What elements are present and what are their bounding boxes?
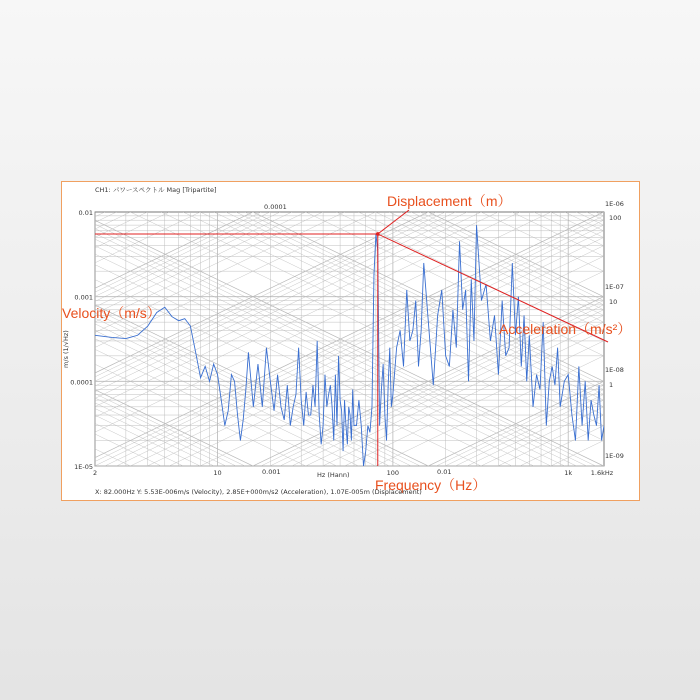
displacement-tick-label: 0.01 [437, 468, 452, 476]
x-tick-label: 2 [93, 469, 98, 477]
x-tick-label: 10 [213, 469, 222, 477]
acceleration-tick-label: 10 [609, 298, 618, 306]
acceleration-tick-label: 100 [609, 214, 622, 222]
frequency-callout: Frequency（Hz） [375, 477, 487, 493]
y-tick-label: 1E-05 [74, 463, 93, 471]
cursor-readout: X: 82.000Hz Y: 5.53E-006m/s (Velocity), 2.85E+000m/s2 (Acceleration), 1.07E-005m (Displacement) [95, 488, 422, 496]
x-tick-label: 1.6kHz [590, 469, 614, 477]
y-tick-label: 0.01 [78, 209, 93, 217]
displacement-tick-label: 0.001 [262, 468, 281, 476]
tripartite-chart [62, 182, 641, 502]
y-tick-label: 0.0001 [70, 378, 93, 387]
acceleration-tick-label: 1E-07 [605, 283, 624, 291]
window-title: CH1: パワースペクトル Mag [Tripartite] [95, 186, 217, 194]
chart-window [61, 181, 640, 501]
velocity-callout: Velocity（m/s） [62, 305, 161, 321]
y-axis-label: m/s (1/√Hz) [62, 330, 70, 368]
acceleration-tick-label: 1E-08 [605, 366, 624, 374]
x-tick-label: 100 [386, 469, 400, 477]
displacement-callout: Displacement（m） [387, 193, 512, 209]
displacement-gridline [62, 466, 641, 502]
acceleration-tick-label: 1E-09 [605, 452, 624, 460]
cursor-point [376, 232, 380, 236]
y-tick-label: 0.001 [74, 293, 93, 302]
x-tick-label: 1k [564, 469, 573, 477]
acceleration-tick-label: 1 [609, 381, 614, 389]
x-axis-label: Hz (Hann) [317, 471, 350, 479]
acceleration-callout: Acceleration（m/s²） [499, 321, 632, 337]
displacement-tick-label: 0.0001 [264, 203, 287, 211]
acceleration-tick-label: 1E-06 [605, 200, 624, 208]
